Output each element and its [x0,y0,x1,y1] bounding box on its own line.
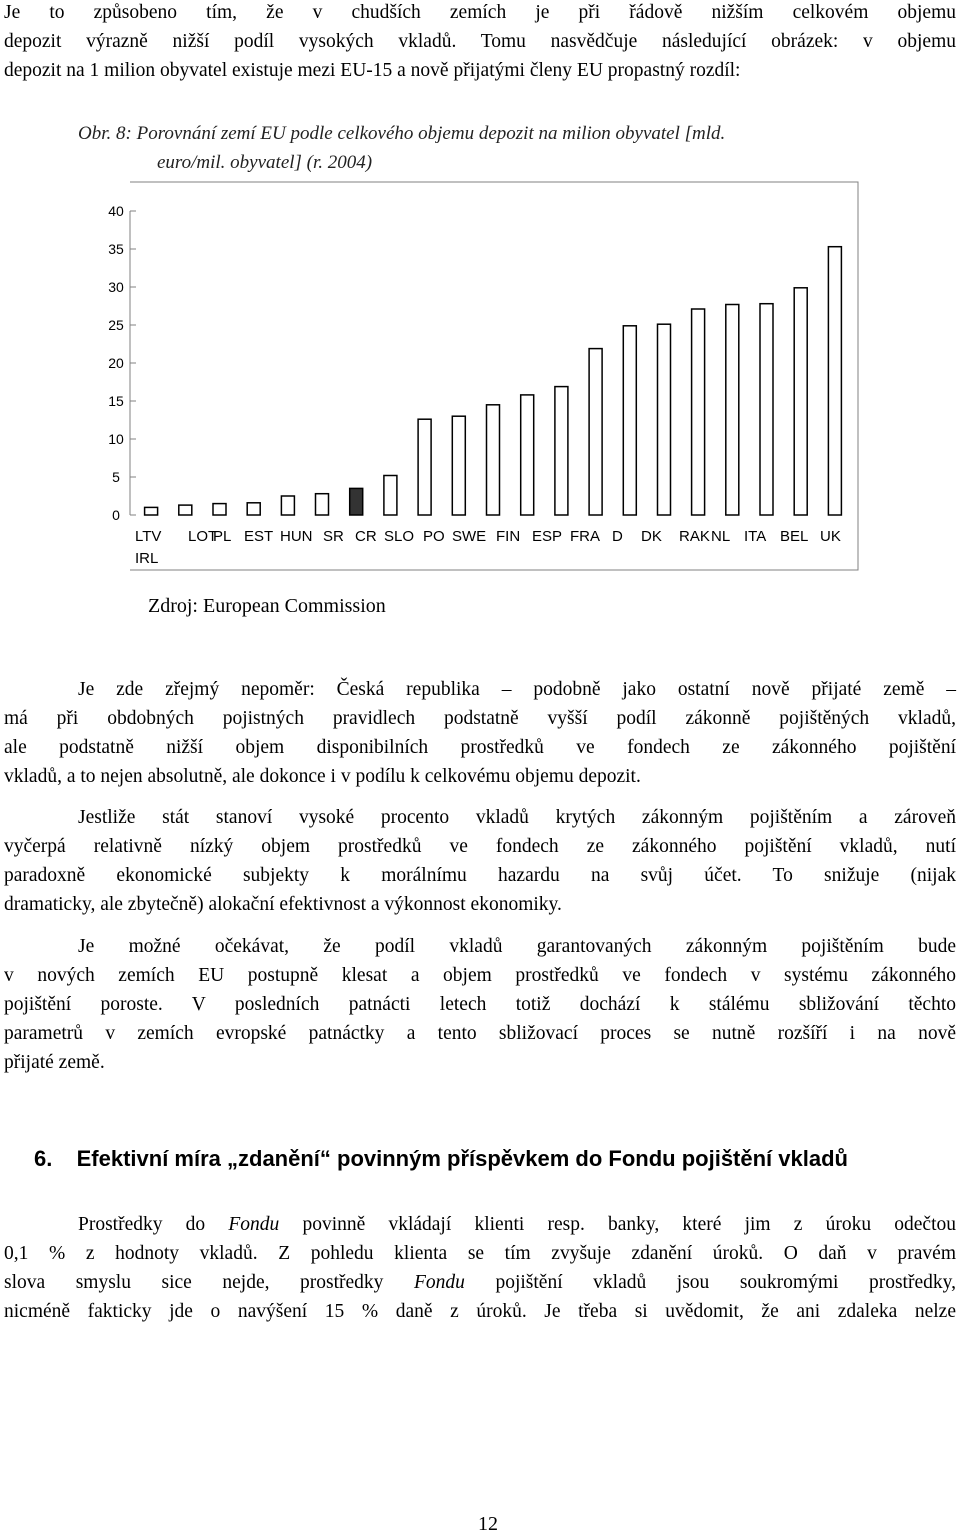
y-tick-label: 0 [112,507,120,523]
paragraph-2-line-3: paradoxně ekonomické subjekty k morálnímu hazardu na svůj účet. To snižuje (nijak [4,865,956,886]
x-tick-label-rak: RAK [679,528,710,545]
bar-lot [179,505,192,515]
x-tick-label-irl: IRL [135,550,159,567]
intro-line-3: depozit na 1 milion obyvatel existuje mezi EU-15 a nově přijatými členy EU propastný rozdíl: [4,60,741,81]
y-tick-label: 40 [108,203,124,219]
x-tick-label-po: PO [423,528,445,545]
y-tick-label: 5 [112,469,120,485]
paragraph-4-line-3-b: pojištění vkladů jsou soukromými prostředky, [464,1272,956,1293]
bar-swe [487,405,500,515]
bar-irl [452,416,465,515]
paragraph-1-line-4: vkladů, a to nejen absolutně, ale dokonce i v podílu k celkovému objemu depozit. [4,766,641,787]
x-tick-label-dk: DK [641,528,662,545]
bar-nl [726,305,739,516]
section-title: Efektivní míra „zdanění“ povinným příspěvkem do Fondu pojištění vkladů [76,1146,848,1171]
paragraph-2-line-2: vyčerpá relativně nízký objem prostředků ve fondech ze zákonného pojištění vkladů, nutí [4,836,956,857]
bar-pl [213,504,226,515]
paragraph-4-line-2: 0,1 % z hodnoty vkladů. Z pohledu klienta se tím zvyšuje zdanění úroků. O daň v pravém [4,1243,956,1264]
section-number: 6. [34,1146,53,1171]
y-tick-label: 20 [108,355,124,371]
bar-est [247,503,260,515]
paragraph-4-line-1-a: Prostředky do [78,1214,229,1235]
x-tick-label-pl: PL [213,528,232,545]
x-tick-label-ita: ITA [744,528,767,545]
chart-layer [90,182,860,572]
bar-ltv [145,507,158,515]
intro-line-1: Je to způsobeno tím, že v chudších zemích je při řádově nižším celkovém objemu [4,2,956,23]
intro-line-2: depozit výrazně nižší podíl vysokých vkladů. Tomu nasvědčuje následující obrázek: v objemu [4,31,956,52]
paragraph-3-line-1-text: Je možné očekávat, že podíl vkladů garantovaných zákonným pojištěním bude [78,936,956,957]
paragraph-1-line-3: ale podstatně nižší objem disponibilních prostředků ve fondech ze zákonného pojištění [4,737,956,758]
paragraph-3-line-3: pojištění poroste. V posledních patnácti letech totiž dochází k stálému sbližování těchto [4,994,956,1015]
paragraph-3-line-4: parametrů v zemích evropské patnáctky a tento sbližovací proces se nutně rozšíří i na nově [4,1023,956,1044]
paragraph-2-line-1-text: Jestliže stát stanoví vysoké procento vkladů krytých zákonným pojištěním a zároveň [78,807,956,828]
x-tick-label-cr: CR [355,528,377,545]
paragraph-4-line-4: nicméně fakticky jde o navýšení 15 % daně z úroků. Je třeba si uvědomit, že ani zdaleka nelze [4,1301,956,1322]
fondu-emphasis-1: Fondu [228,1214,280,1235]
paragraph-1-line-1 [4,675,956,704]
paragraph-4-line-3 [4,1268,956,1297]
bar-d [623,326,636,515]
y-tick-label: 25 [108,317,124,333]
bar-hun [281,496,294,515]
fondu-emphasis-2: Fondu [413,1272,465,1293]
paragraph-3-line-2: v nových zemích EU postupně klesat a objem prostředků ve fondech v systému zákonného [4,965,956,986]
x-tick-label-uk: UK [820,528,841,545]
y-tick-label: 35 [108,241,124,257]
paragraph-3-line-1 [4,932,956,961]
caption-line-1: Obr. 8: Porovnání zemí EU podle celkového objemu depozit na milion obyvatel [mld. [78,123,726,144]
x-tick-label-nl: NL [711,528,731,545]
paragraph-4-line-1 [4,1210,956,1239]
paragraph-2 [4,803,956,919]
paragraph-1 [4,675,956,791]
paragraph-2-line-1 [4,803,956,832]
y-tick-label: 30 [108,279,124,295]
bar-rak [692,309,705,515]
page-number: 12 [478,1513,498,1535]
intro-paragraph [4,0,956,85]
bar-ita [760,304,773,515]
x-tick-label-ltv: LTV [135,528,162,545]
bar-slo [384,476,397,516]
x-tick-label-fra: FRA [570,528,600,545]
paragraph-1-line-2: má při obdobných pojistných pravidlech podstatně vyšší podíl zákonně pojištěných vkladů, [4,708,956,729]
bar-esp [555,387,568,515]
figure-caption [78,119,958,177]
y-tick-label: 15 [108,393,124,409]
bar-cr [350,488,363,515]
paragraph-4-line-3-a: slova smyslu sice nejde, prostředky [4,1272,414,1293]
deposits-bar-chart [90,180,860,572]
bar-fin [521,395,534,515]
x-tick-label-d: D [612,528,623,545]
x-tick-label-sr: SR [323,528,344,545]
y-tick-label: 10 [108,431,124,447]
bar-uk [828,247,841,515]
paragraph-1-line-1-text: Je zde zřejmý nepoměr: Česká republika – podobně jako ostatní nově přijaté země – [78,679,956,700]
x-tick-label-est: EST [244,528,274,545]
x-tick-label-slo: SLO [384,528,415,545]
section-heading [34,1144,848,1174]
paragraph-3 [4,932,956,1077]
bar-dk [658,324,671,515]
paragraph-2-line-4: dramaticky, ale zbytečně) alokační efektivnost a výkonnost ekonomiky. [4,894,562,915]
caption-line-2: euro/mil. obyvatel] (r. 2004) [157,152,373,173]
paragraph-4 [4,1210,956,1326]
bar-bel [794,288,807,515]
bar-sr [316,494,329,515]
chart-bottom-mask [90,571,860,572]
x-tick-label-fin: FIN [496,528,521,545]
x-tick-label-hun: HUN [280,528,313,545]
bar-fra [589,349,602,515]
x-tick-label-lot: LOT [188,528,218,545]
x-tick-label-swe: SWE [452,528,487,545]
x-tick-label-esp: ESP [532,528,563,545]
bar-po [418,419,431,515]
figure-source: Zdroj: European Commission [148,595,386,617]
paragraph-4-line-1-b: povinně vkládají klienti resp. banky, které jim z úroku odečtou [279,1214,956,1235]
x-tick-label-bel: BEL [780,528,809,545]
paragraph-3-line-5: přijaté země. [4,1052,105,1073]
